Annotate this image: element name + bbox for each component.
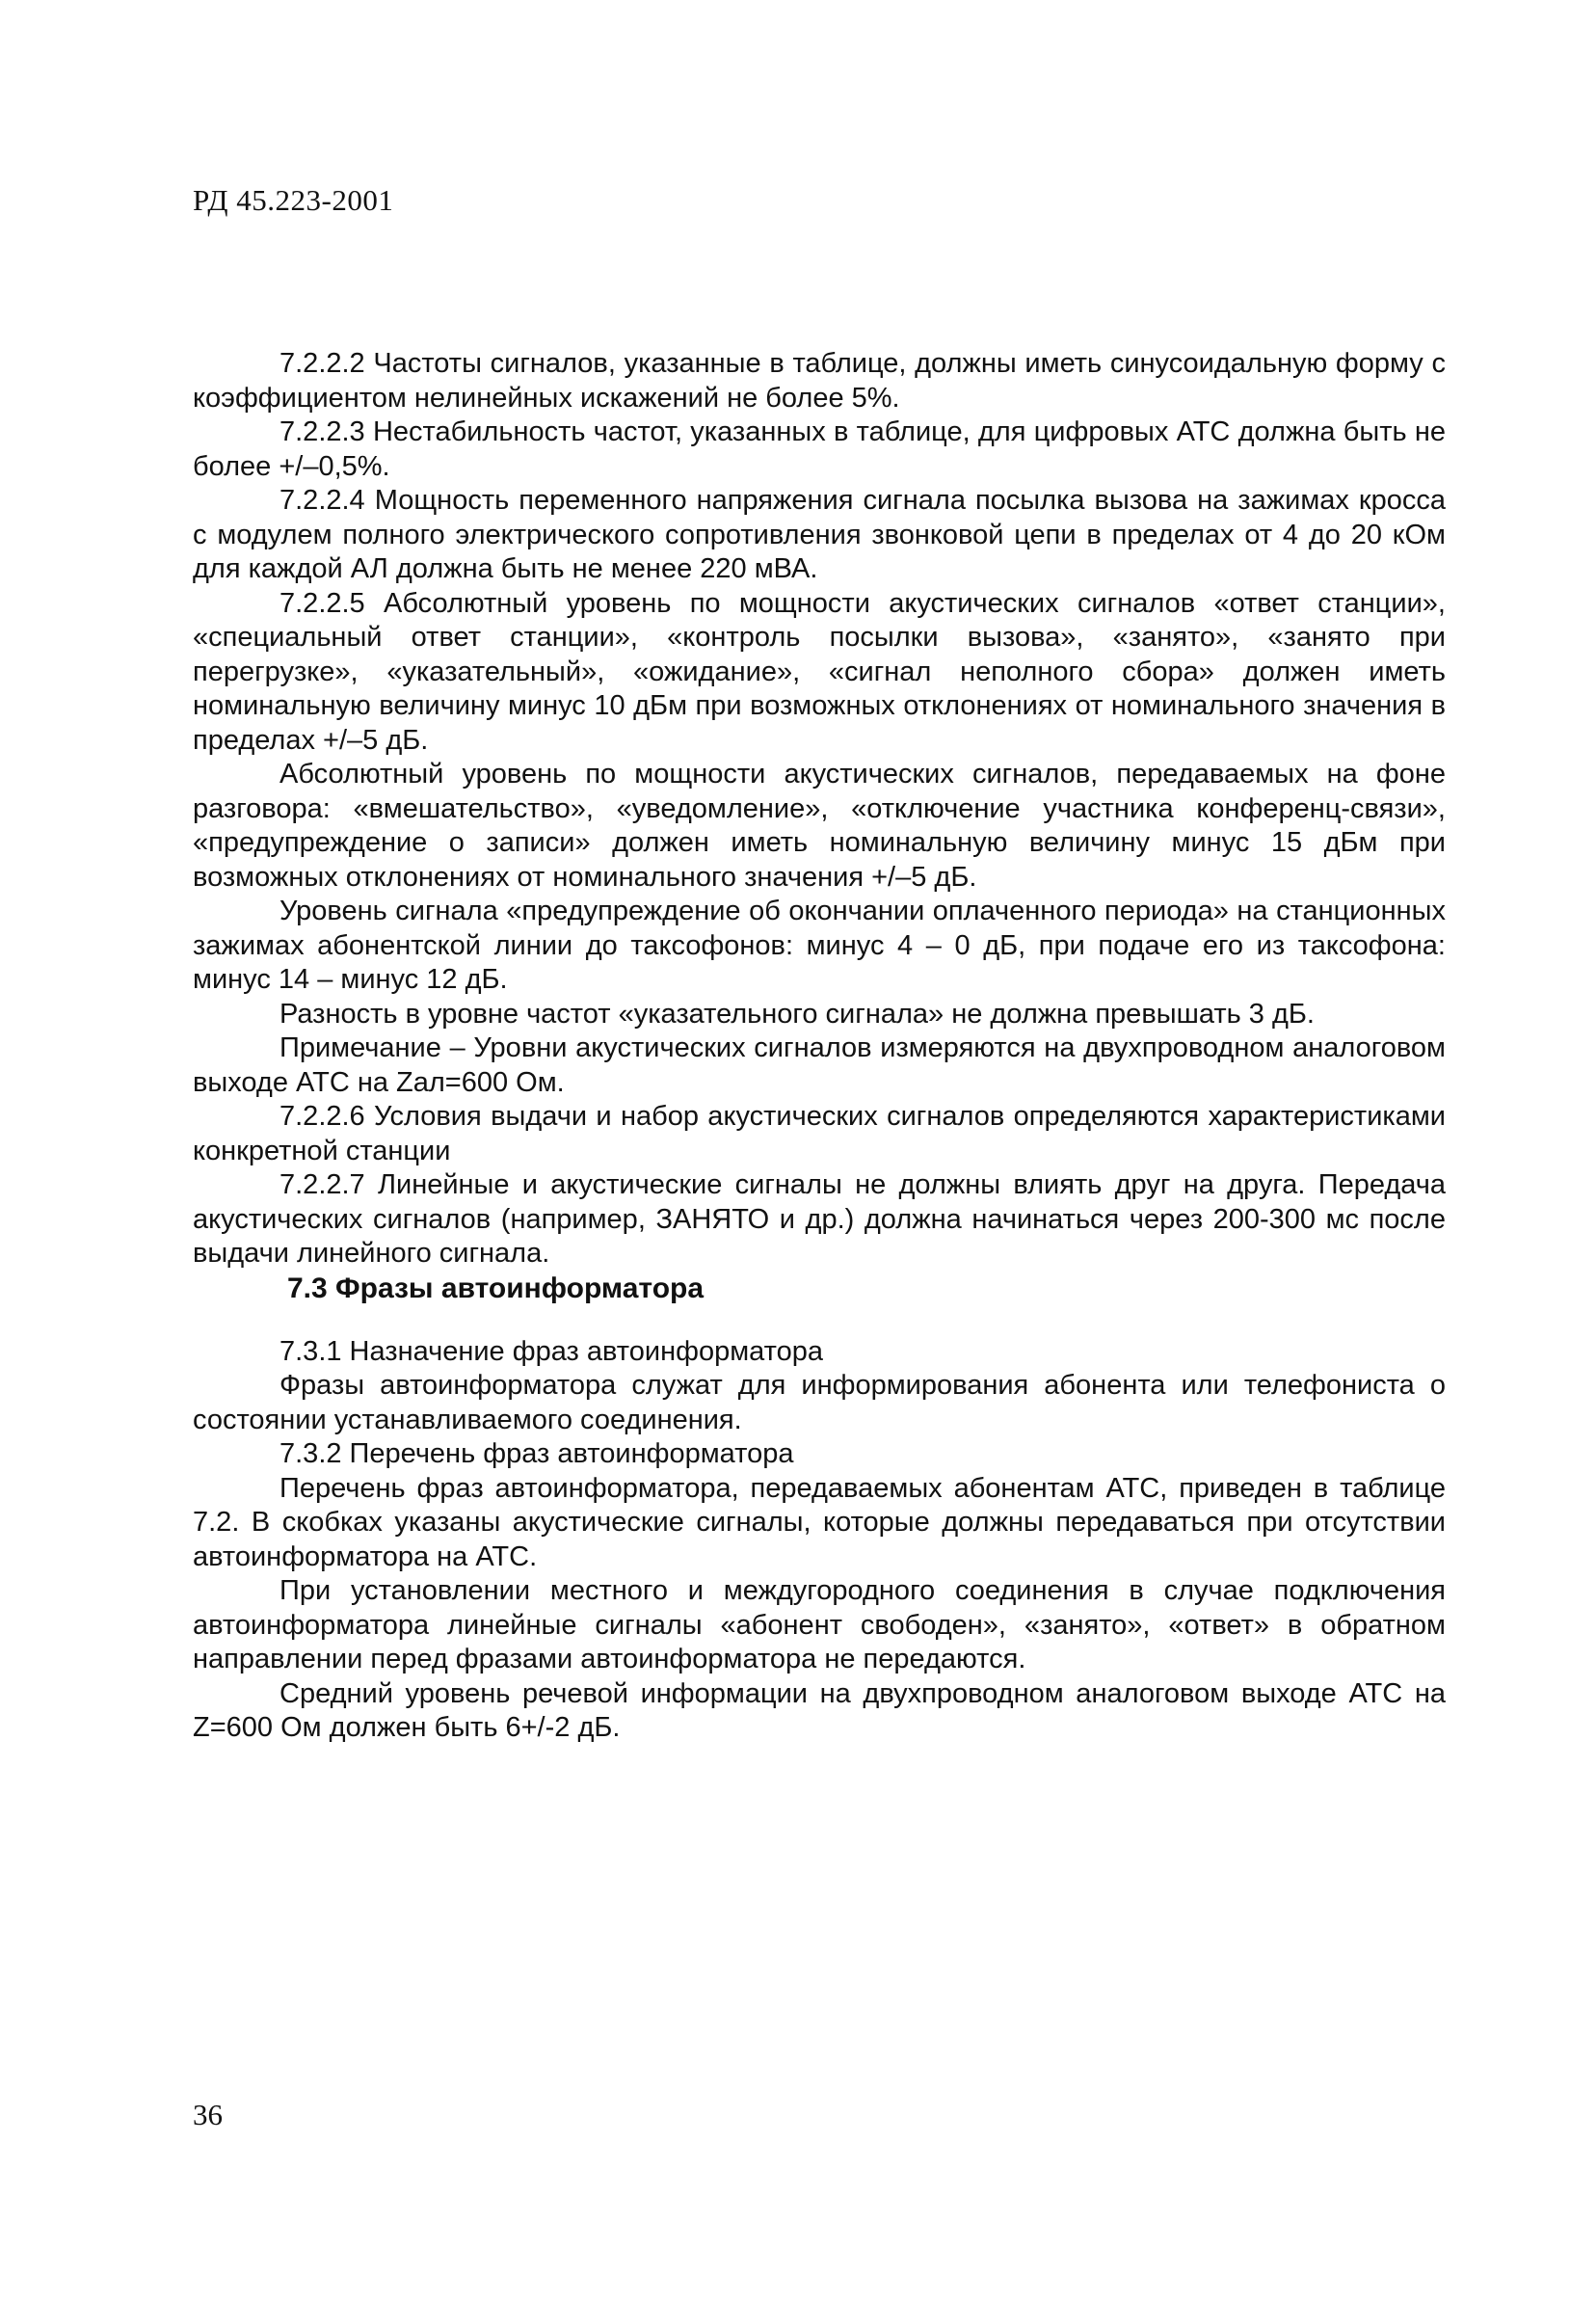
paragraph-payment-warning: Уровень сигнала «предупреждение об окончании оплаченного периода» на станционных зажимах абонентской линии до таксофонов: минус 4 – 0 дБ, при подаче его из таксофона: минус 14 – минус 12 дБ. — [193, 896, 1446, 995]
paragraph-speech-level: Средний уровень речевой информации на двухпроводном аналоговом выходе АТС на Z=600 Ом должен быть 6+/-2 дБ. — [193, 1677, 1446, 1743]
paragraph-7-3-2: 7.3.2 Перечень фраз автоинформатора — [279, 1438, 794, 1469]
paragraph-7-2-2-6: 7.2.2.6 Условия выдачи и набор акустических сигналов определяются характеристиками конкретной станции — [193, 1101, 1446, 1166]
paragraph-note: Примечание – Уровни акустических сигналов измеряются на двухпроводном аналоговом выходе АТС на Zал=600 Ом. — [193, 1032, 1446, 1098]
paragraph-7-2-2-5: 7.2.2.5 Абсолютный уровень по мощности акустических сигналов «ответ станции», «специальный ответ станции», «контроль посылки вызова», «занято», «занято при перегрузке», «указательный», «ожидание», «сигнал неполного сбора» должен иметь номинальную величину минус 10 дБм при возможных отклонениях от номинального значения в пределах +/–5 дБ. — [193, 587, 1446, 756]
paragraph-frequency-difference: Разность в уровне частот «указательного сигнала» не должна превышать 3 дБ. — [279, 998, 1315, 1030]
paragraph-connection-setup: При установлении местного и междугородного соединения в случае подключения автоинформатора линейные сигналы «абонент свободен», «занято», «ответ» в обратном направлении перед фразами автоинформатора не передаются. — [193, 1575, 1446, 1674]
paragraph-7-3-1: 7.3.1 Назначение фраз автоинформатора — [279, 1335, 823, 1367]
document-body — [193, 347, 1446, 1746]
document-code: РД 45.223-2001 — [193, 183, 394, 217]
paragraph-7-2-2-3: 7.2.2.3 Нестабильность частот, указанных в таблице, для цифровых АТС должна быть не более +/–0,5%. — [193, 416, 1446, 482]
paragraph-phrase-list: Перечень фраз автоинформатора, передаваемых абонентам АТС, приведен в таблице 7.2. В скобках указаны акустические сигналы, которые должны передаваться при отсутствии автоинформатора на АТС. — [193, 1472, 1446, 1572]
page-number: 36 — [193, 2098, 223, 2131]
paragraph-conversation-signals: Абсолютный уровень по мощности акустических сигналов, передаваемых на фоне разговора: «вмешательство», «уведомление», «отключение участника конференц-связи», «предупреждение о записи» должен иметь номинальную величину минус 15 дБм при возможных отклонениях от номинального значения +/–5 дБ. — [193, 759, 1446, 893]
section-heading-7-3: 7.3 Фразы автоинформатора — [287, 1272, 705, 1304]
paragraph-7-2-2-2: 7.2.2.2 Частоты сигналов, указанные в таблице, должны иметь синусоидальную форму с коэффициентом нелинейных искажений не более 5%. — [193, 348, 1446, 414]
paragraph-purpose: Фразы автоинформатора служат для информирования абонента или телефониста о состоянии устанавливаемого соединения. — [193, 1370, 1446, 1435]
paragraph-7-2-2-4: 7.2.2.4 Мощность переменного напряжения сигнала посылка вызова на зажимах кросса с модулем полного электрического сопротивления звонковой цепи в пределах от 4 до 20 кОм для каждой АЛ должна быть не менее 220 мВА. — [193, 485, 1446, 584]
paragraph-7-2-2-7: 7.2.2.7 Линейные и акустические сигналы не должны влиять друг на друга. Передача акустических сигналов (например, ЗАНЯТО и др.) должна начинаться через 200-300 мс после выдачи линейного сигнала. — [193, 1169, 1446, 1269]
